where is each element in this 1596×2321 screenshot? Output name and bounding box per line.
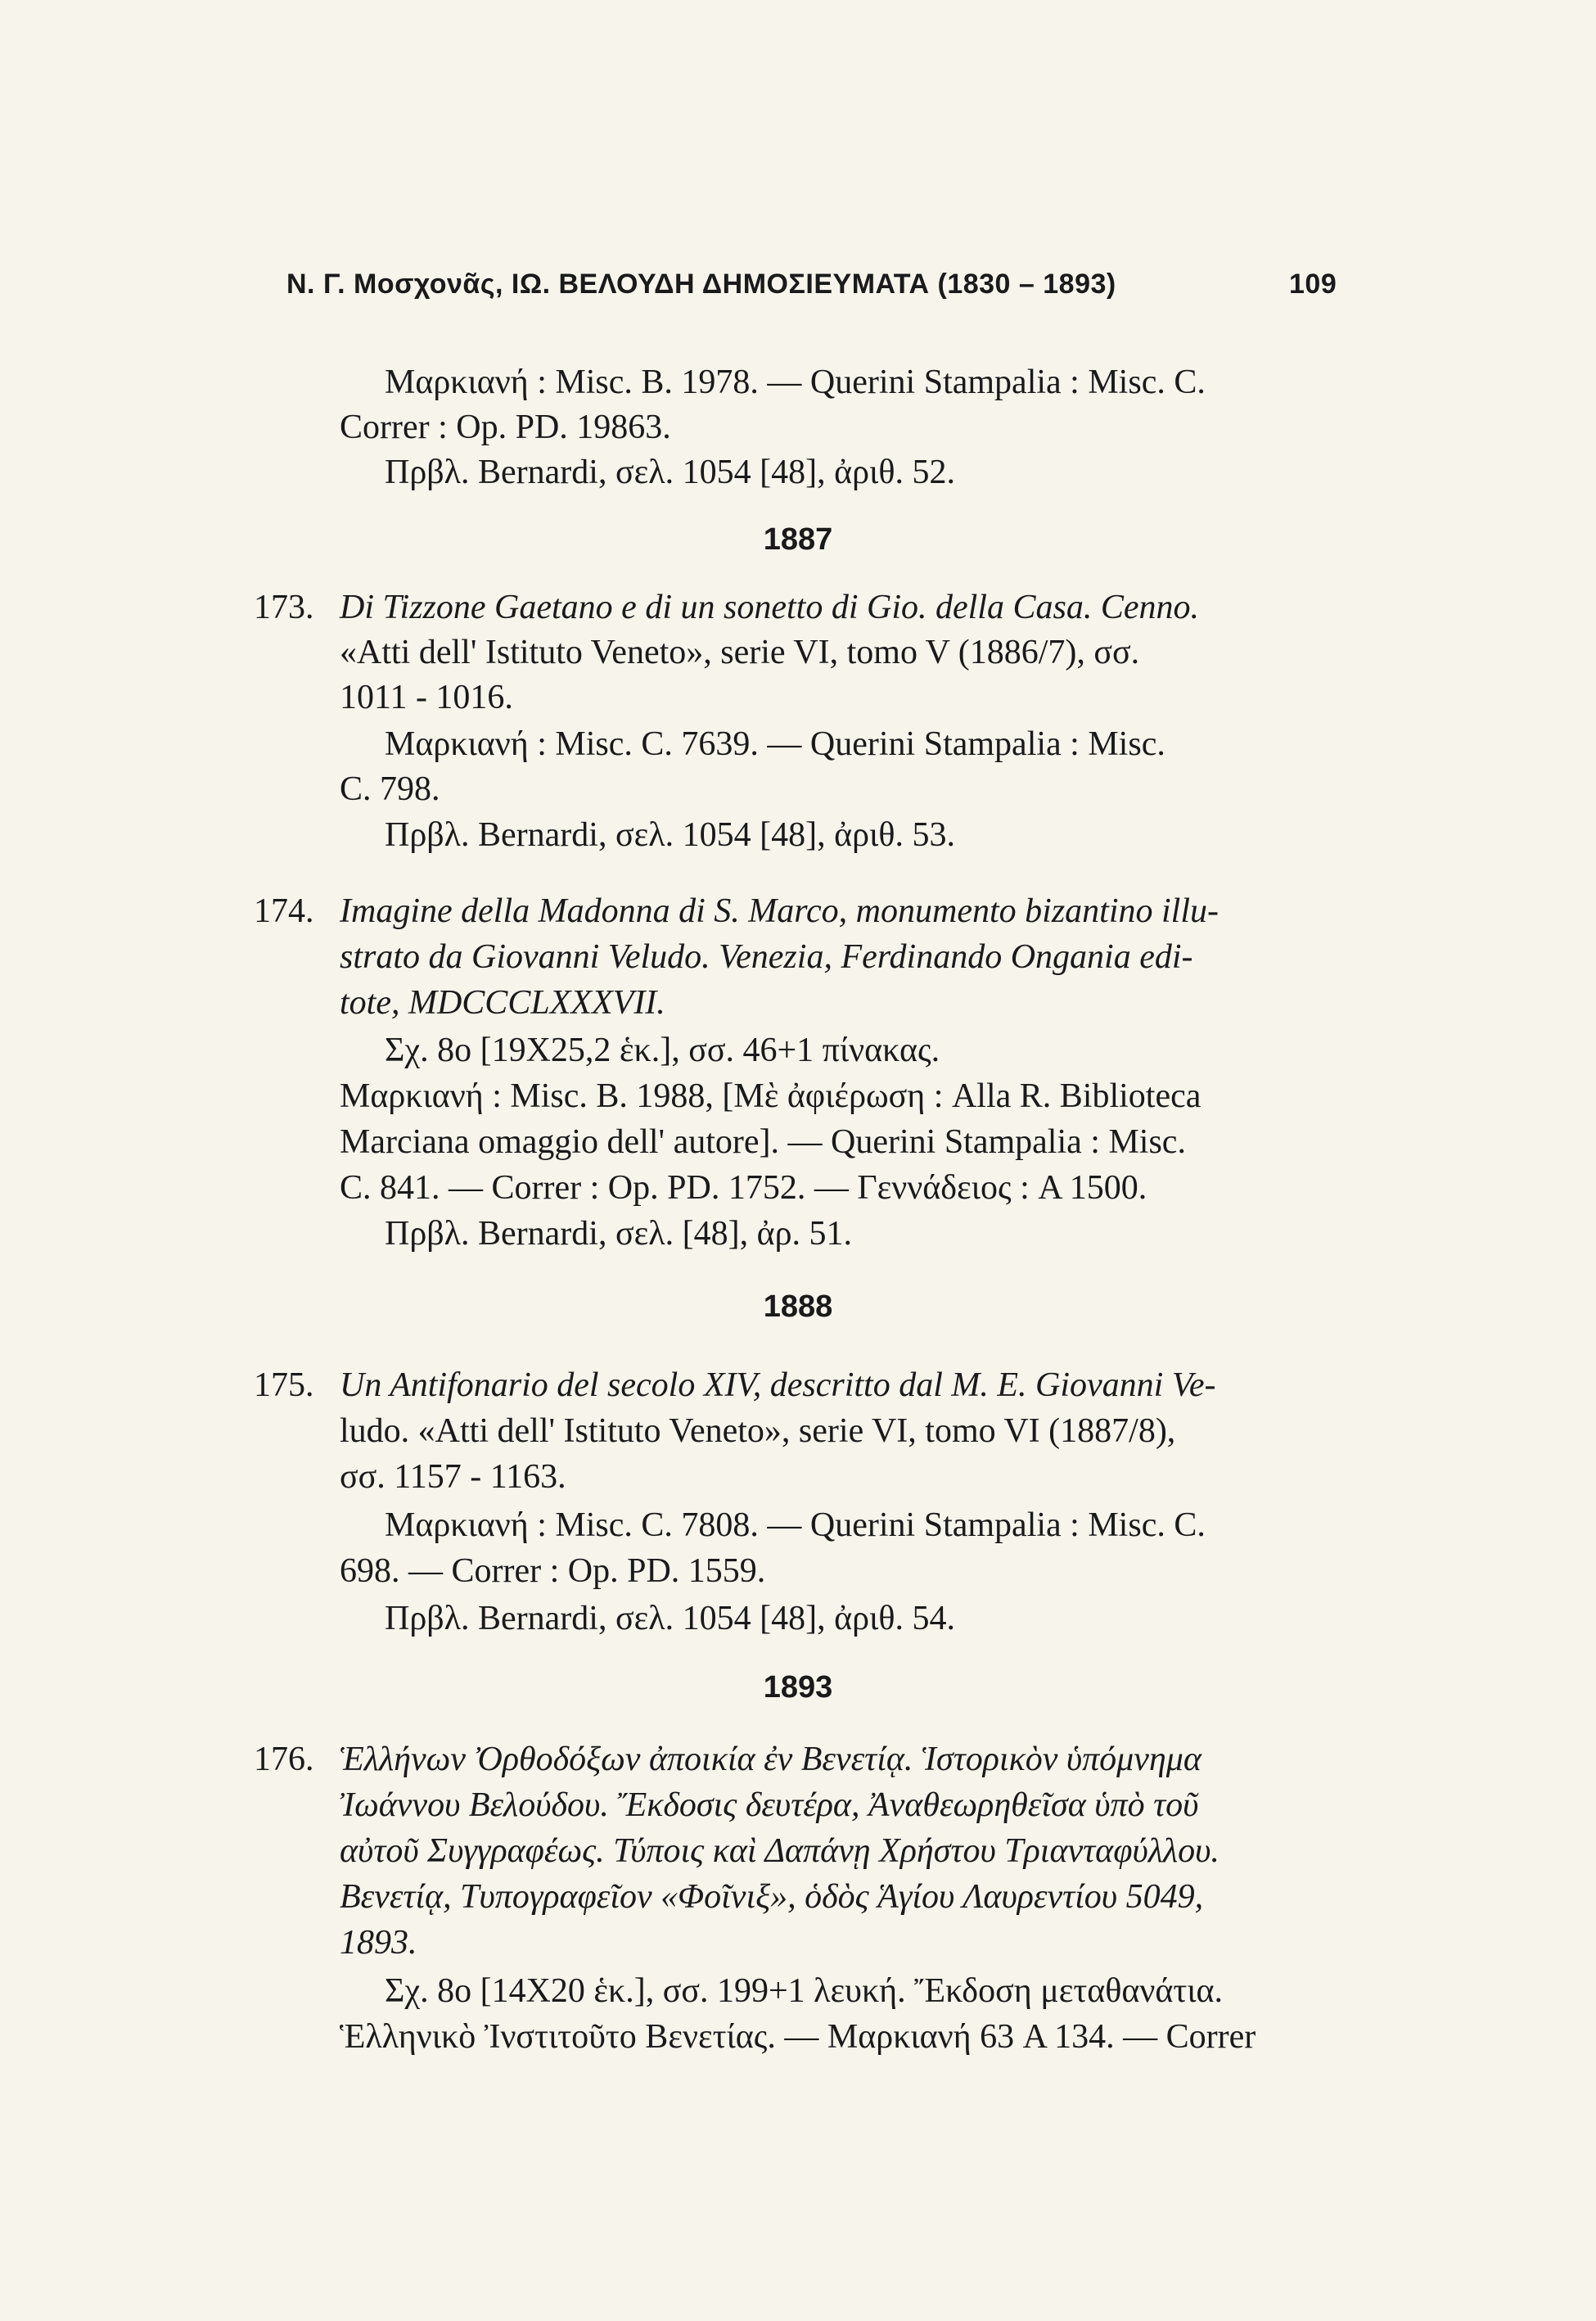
year-heading-1887: 1887 (763, 522, 833, 557)
entry-title: Di Tizzone Gaetano e di un sonetto di Gio. della Casa. Cenno. (340, 589, 1199, 626)
text-line: Μαρκιανή : Misc. C. 7639. — Querini Stampalia : Misc. (385, 725, 1165, 763)
text-line: C. 798. (340, 770, 440, 808)
entry-title-cont: Βενετίᾳ, Τυπογραφεῖον «Φοῖνιξ», ὁδὸς Ἁγίου Λαυρεντίου 5049, (340, 1878, 1204, 1916)
year-heading-1888: 1888 (763, 1289, 833, 1324)
entry-title-cont: Ἰωάννου Βελούδου. Ἔκδοσις δευτέρα, Ἀναθεωρηθεῖσα ὑπὸ τοῦ (340, 1786, 1199, 1824)
text-line: «Atti dell' Istituto Veneto», serie VI, tomo V (1886/7), σσ. (340, 634, 1140, 671)
text-line: Πρβλ. Bernardi, σελ. 1054 [48], ἀριθ. 54. (385, 1600, 955, 1637)
entry-number: 175. (254, 1366, 314, 1404)
entry-title-cont: strato da Giovanni Veludo. Venezia, Ferdinando Ongania edi- (340, 938, 1193, 976)
year-heading-1893: 1893 (763, 1670, 833, 1705)
entry-number: 176. (254, 1741, 314, 1778)
text-line: ludo. «Atti dell' Istituto Veneto», serie VI, tomo VI (1887/8), (340, 1412, 1176, 1450)
entry-title-cont: αὐτοῦ Συγγραφέως. Τύποις καὶ Δαπάνῃ Χρήστου Τριανταφύλλου. (340, 1832, 1220, 1870)
text-line: Μαρκιανή : Misc. B. 1978. — Querini Stampalia : Misc. C. (385, 364, 1206, 401)
entry-title-cont: 1893. (340, 1924, 417, 1962)
text-line: Σχ. 8ο [19X25,2 ἑκ.], σσ. 46+1 πίνακας. (385, 1032, 940, 1069)
text-line: Correr : Op. PD. 19863. (340, 409, 671, 446)
text-line: Πρβλ. Bernardi, σελ. [48], ἀρ. 51. (385, 1215, 853, 1253)
text-line: Ἑλληνικὸ Ἰνστιτοῦτο Βενετίας. — Μαρκιανή 63 A 134. — Correr (340, 2018, 1256, 2056)
text-line: 698. — Correr : Op. PD. 1559. (340, 1552, 766, 1590)
text-line: Marciana omaggio dell' autore]. — Querini Stampalia : Misc. (340, 1123, 1186, 1161)
entry-number: 173. (254, 589, 314, 626)
running-title: Ν. Γ. Μοσχονᾶς, ΙΩ. ΒΕΛΟΥΔΗ ΔΗΜΟΣΙΕΥΜΑΤΑ (1830 – 1893) (286, 269, 1116, 300)
page-number: 109 (1289, 269, 1337, 300)
text-line: Μαρκιανή : Misc. C. 7808. — Querini Stampalia : Misc. C. (385, 1506, 1206, 1544)
text-line: σσ. 1157 - 1163. (340, 1458, 566, 1496)
text-line: Πρβλ. Bernardi, σελ. 1054 [48], ἀριθ. 52. (385, 454, 955, 491)
entry-title: Un Antifonario del secolo XIV, descritto dal M. E. Giovanni Ve- (340, 1366, 1216, 1404)
text-line: Σχ. 8ο [14X20 ἑκ.], σσ. 199+1 λευκή. Ἔκδοση μεταθανάτια. (385, 1972, 1224, 2010)
text-line: C. 841. — Correr : Op. PD. 1752. — Γεννάδειος : A 1500. (340, 1169, 1147, 1207)
text-line: Μαρκιανή : Misc. B. 1988, [Μὲ ἀφιέρωση : Alla R. Biblioteca (340, 1077, 1202, 1115)
text-line: 1011 - 1016. (340, 679, 513, 716)
entry-title: Ἑλλήνων Ὀρθοδόξων ἀποικία ἐν Βενετίᾳ. Ἱστορικὸν ὑπόμνημα (340, 1741, 1202, 1778)
entry-title-cont: tote, MDCCCLXXXVII. (340, 984, 665, 1022)
entry-title: Imagine della Madonna di S. Marco, monumento bizantino illu- (340, 892, 1219, 930)
text-line: Πρβλ. Bernardi, σελ. 1054 [48], ἀριθ. 53. (385, 816, 955, 854)
entry-number: 174. (254, 892, 314, 930)
running-header (286, 269, 1342, 300)
